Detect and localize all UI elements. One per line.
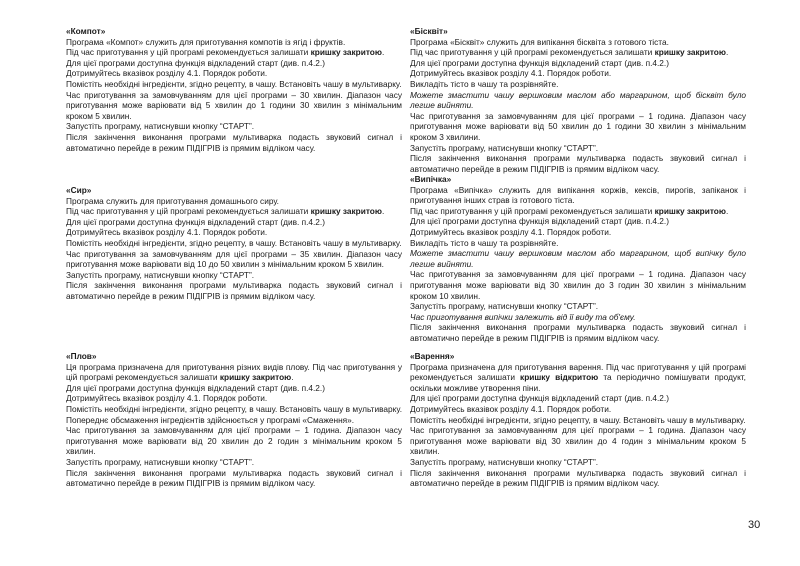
paragraph: Для цієї програми доступна функція відкладений старт (див. п.4.2.) — [66, 382, 325, 393]
paragraph: Після закінчення виконання програми мультиварка подасть звуковий сигнал і автоматично перейде в режим ПІДІГРІВ із прямим відліком часу. — [410, 467, 746, 489]
paragraph: Дотримуйтесь вказівок розділу 4.1. Порядок роботи. — [410, 68, 612, 79]
section-title: «Плов» — [66, 351, 97, 361]
page-number: 30 — [748, 519, 761, 531]
paragraph: Для цієї програми доступна функція відкладений старт (див. п.4.2.) — [410, 393, 669, 404]
paragraph: Після закінчення виконання програми мультиварка подасть звуковий сигнал і автоматично перейде в режим ПІДІГРІВ із прямим відліком часу. — [410, 153, 746, 174]
paragraph-text: Під час приготування у цій програмі рекомендується залишати — [410, 47, 655, 58]
paragraph: Запустіть програму, натиснувши кнопку “СТАРТ”. — [66, 456, 255, 467]
paragraph-text: . — [381, 206, 385, 217]
paragraph — [66, 47, 402, 58]
paragraph-text: Ця програма призначена для приготування різних видів плову. Під час приготування у цій програмі рекомендується залишати — [66, 361, 402, 383]
section-title: «Компот» — [66, 26, 106, 36]
paragraph: Програма «Бісквіт» служить для випікання бісквіта з готового тіста. — [410, 36, 669, 47]
paragraph: Дотримуйтесь вказівок розділу 4.1. Порядок роботи. — [66, 393, 268, 404]
paragraph: Програма служить для приготування домашнього сиру. — [66, 195, 279, 206]
section-biskvit — [410, 26, 746, 174]
paragraph: Запустіть програму, натиснувши кнопку “СТАРТ”. — [410, 142, 599, 153]
bold-emphasis: кришку закритою — [654, 47, 726, 58]
paragraph: Час приготування за замовчуванням для цієї програми – 30 хвилин. Діапазон часу приготування може варіювати від 5 хвилин до 1 години 30 хвилин з мінімальним кроком 5 хвилин. — [66, 89, 402, 121]
section-vypichka — [410, 174, 746, 344]
paragraph: Запустіть програму, натиснувши кнопку “СТАРТ”. — [66, 121, 255, 132]
paragraph-text: Програма призначена для приготування варення. Під час приготування у цій програмі рекомендується залишати — [410, 361, 746, 383]
paragraph: Дотримуйтесь вказівок розділу 4.1. Порядок роботи. — [410, 403, 612, 414]
paragraph-text: Під час приготування у цій програмі рекомендується залишати — [66, 206, 311, 217]
paragraph: Програма «Компот» служить для приготування компотів із ягід і фруктів. — [66, 36, 346, 47]
paragraph: Для цієї програми доступна функція відкладений старт (див. п.4.2.) — [66, 57, 325, 68]
section-title: «Сир» — [66, 185, 92, 195]
paragraph: Час приготування випічки залежить від її виду та об'єму. — [410, 311, 636, 322]
paragraph: Час приготування за замовчуванням для цієї програми – 35 хвилин. Діапазон часу приготування може варіювати від 10 до 50 хвилин з мінімальним кроком 5 хвилин. — [66, 248, 402, 270]
paragraph: Час приготування за замовчуванням для цієї програми – 1 година. Діапазон часу приготування може варіювати від 50 хвилин до 1 години 30 хвилин з мінімальним кроком 3 хвилини. — [410, 110, 746, 142]
paragraph: Час приготування за замовчуванням для цієї програми – 1 година. Діапазон часу приготування може варіювати від 30 хвилин до 4 годин з мінімальним кроком 5 хвилин. — [410, 425, 746, 457]
paragraph: Для цієї програми доступна функція відкладений старт (див. п.4.2.) — [410, 57, 669, 68]
section-kompot — [66, 26, 402, 153]
paragraph: Помістіть необхідні інгредієнти, згідно рецепту, в чашу. Встановіть чашу в мультиварку. — [410, 414, 746, 425]
bold-emphasis: кришку відкритою — [520, 372, 599, 383]
paragraph: Після закінчення виконання програми мультиварка подасть звуковий сигнал і автоматично перейде в режим ПІДІГРІВ із прямим відліком часу. — [66, 280, 402, 301]
paragraph: Дотримуйтесь вказівок розділу 4.1. Порядок роботи. — [66, 68, 268, 79]
paragraph: Для цієї програми доступна функція відкладений старт (див. п.4.2.) — [66, 216, 325, 227]
paragraph: Запустіть програму, натиснувши кнопку “СТАРТ”. — [410, 301, 599, 312]
paragraph: Викладіть тісто в чашу та розрівняйте. — [410, 237, 559, 248]
paragraph-text: . — [381, 47, 385, 58]
paragraph: Програма «Випічка» служить для випікання коржів, кексів, пирогів, запіканок і приготування інших страв із готового тіста. — [410, 184, 746, 206]
paragraph: Після закінчення виконання програми мультиварка подасть звуковий сигнал і автоматично перейде в режим ПІДІГРІВ із прямим відліком часу. — [410, 322, 746, 343]
paragraph — [66, 206, 402, 217]
paragraph-text: . — [291, 372, 294, 383]
section-varennia — [410, 351, 746, 489]
paragraph: Помістіть необхідні інгредієнти, згідно рецепту, в чашу. Встановіть чашу в мультиварку. — [66, 78, 402, 89]
paragraph: Помістіть необхідні інгредієнти, згідно рецепту, в чашу. Встановіть чашу в мультиварку. Попереднє обсмаження інгредієнтів здійснюється у програмі «Смаження». — [66, 403, 402, 425]
paragraph-text: . — [725, 47, 729, 58]
paragraph: Помістіть необхідні інгредієнти, згідно рецепту, в чашу. Встановіть чашу в мультиварку. — [66, 237, 402, 248]
section-syr — [66, 185, 402, 302]
section-plov — [66, 351, 402, 489]
paragraph — [410, 362, 746, 394]
paragraph: Дотримуйтесь вказівок розділу 4.1. Порядок роботи. — [410, 226, 612, 237]
paragraph — [66, 362, 402, 383]
paragraph-text: Під час приготування у цій програмі рекомендується залишати — [410, 205, 655, 216]
paragraph-text: Під час приготування у цій програмі рекомендується залишати — [66, 47, 311, 58]
paragraph-text: та періодично помішувати продукт, оскільки можливе утворення піни. — [410, 372, 746, 393]
paragraph: Запустіть програму, натиснувши кнопку “СТАРТ”. — [66, 269, 255, 280]
paragraph: Після закінчення виконання програми мультиварка подасть звуковий сигнал і автоматично перейде в режим ПІДІГРІВ із прямим відліком часу. — [66, 131, 402, 153]
paragraph — [410, 47, 746, 58]
paragraph: Можете змастити чашу вершковим маслом або маргарином, щоб випічку було легше вийняти. — [410, 248, 746, 269]
paragraph: Викладіть тісто в чашу та розрівняйте. — [410, 78, 559, 89]
bold-emphasis: кришку закритою — [219, 372, 292, 383]
paragraph: Час приготування за замовчуванням для цієї програми – 1 година. Діапазон часу приготування може варіювати від 20 хвилин до 2 годин з мінімальним кроком 5 хвилин. — [66, 425, 402, 457]
paragraph — [410, 206, 746, 217]
paragraph: Після закінчення виконання програми мультиварка подасть звуковий сигнал і автоматично перейде в режим ПІДІГРІВ із прямим відліком часу. — [66, 467, 402, 489]
paragraph: Для цієї програми доступна функція відкладений старт (див. п.4.2.) — [410, 216, 669, 227]
bold-emphasis: кришку закритою — [654, 205, 726, 216]
paragraph: Час приготування за замовчуванням для цієї програми – 1 година. Діапазон часу приготування може варіювати від 30 хвилин до 3 годин 30 хвилин з мінімальним кроком 10 хвилин. — [410, 269, 746, 301]
paragraph-text: . — [725, 205, 729, 216]
paragraph: Можете змастити чашу вершковим маслом або маргарином, щоб бісквіт було легше вийняти. — [410, 89, 746, 111]
section-title: «Випічка» — [410, 174, 452, 184]
paragraph: Дотримуйтесь вказівок розділу 4.1. Порядок роботи. — [66, 227, 268, 238]
section-title: «Бісквіт» — [410, 26, 448, 36]
paragraph: Запустіть програму, натиснувши кнопку “СТАРТ”. — [410, 456, 599, 467]
bold-emphasis: кришку закритою — [310, 206, 382, 217]
bold-emphasis: кришку закритою — [310, 47, 382, 58]
section-title: «Варення» — [410, 351, 455, 361]
